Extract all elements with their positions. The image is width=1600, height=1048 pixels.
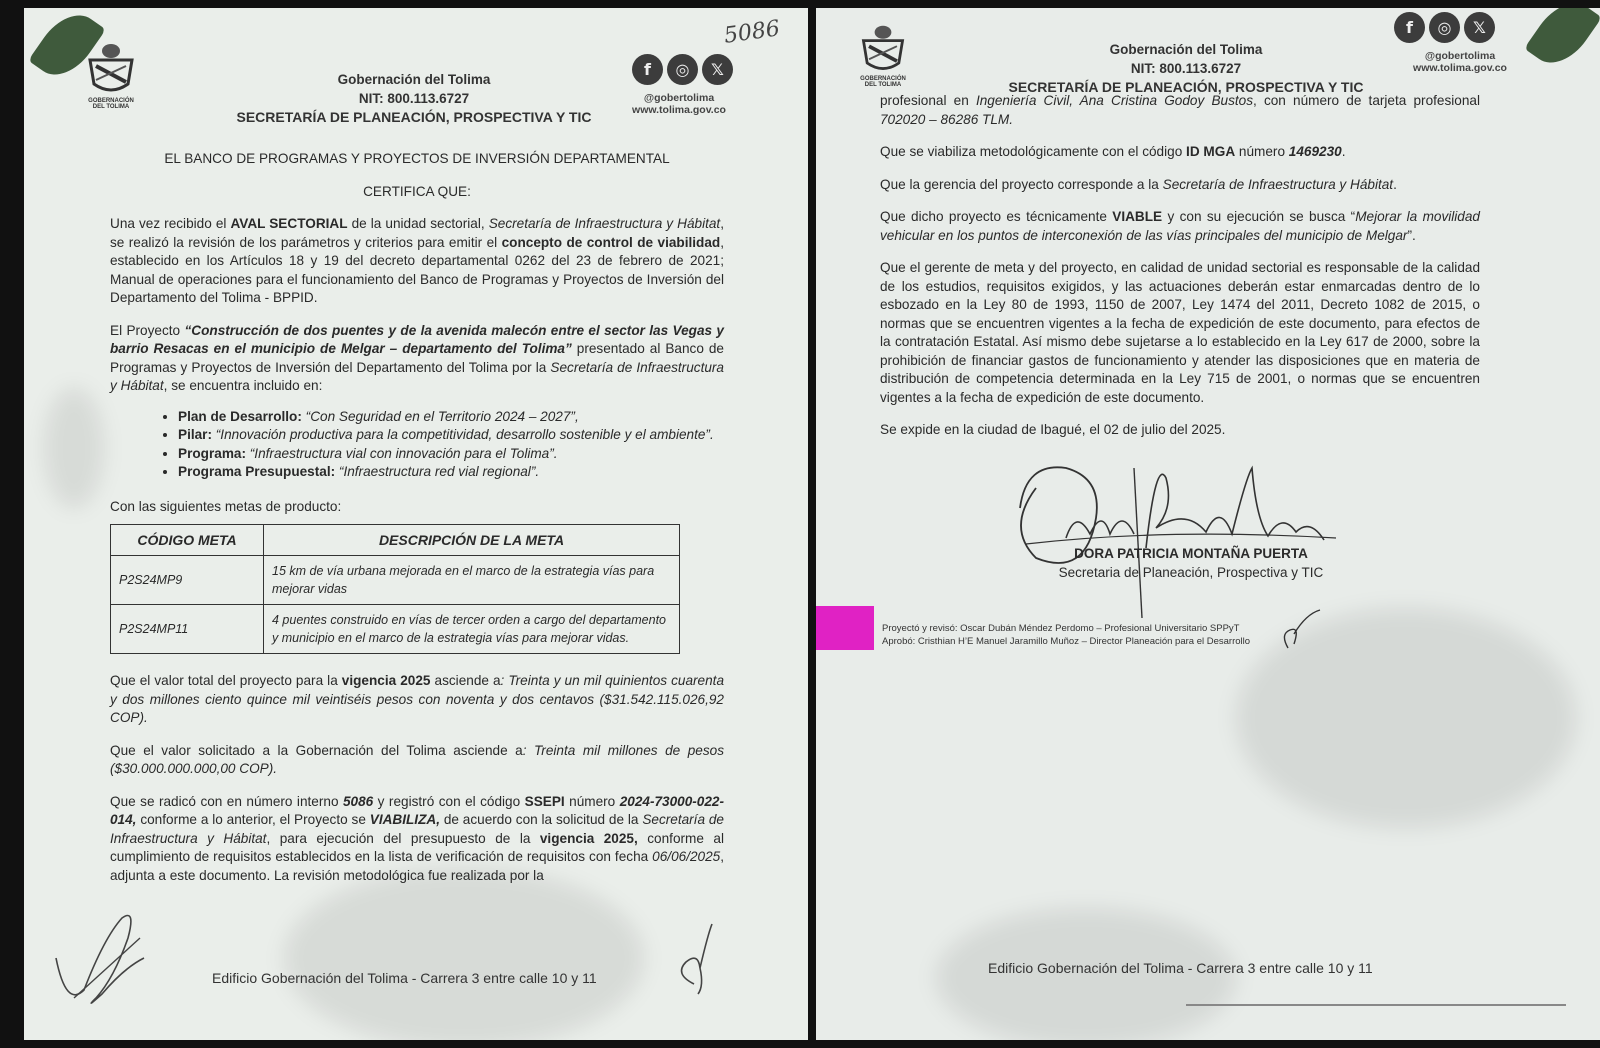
social-handle: @gobertolima — [1424, 50, 1496, 62]
heading-certifies: CERTIFICA QUE: — [363, 183, 471, 199]
handwritten-radicado-number: 5086 — [722, 16, 782, 49]
facebook-icon: f — [1394, 12, 1425, 43]
signer-name: DORA PATRICIA MONTAÑA PUERTA — [1074, 546, 1308, 561]
paragraph-management: Que la gerencia del proyecto corresponde a la Secretaría de Infraestructura y Hábitat. — [880, 176, 1397, 192]
paper-shadow — [44, 388, 104, 508]
goal-code: P2S24MP9 — [111, 556, 264, 605]
paragraph-responsibility: Que el gerente de meta y del proyecto, en calidad de unidad sectorial es responsable de la calidad de los estudios, requisitos exigidos, y las actuaciones deberán estar enmarcadas dentro de lo esbozado en la Ley 80 de 1993, 1150 de 2007, Ley 1474 del 2011, Decreto 1082 de 2015, o normas que se encuentren vigentes a la fecha de expedición de este documento, para efectos de la contratación Estatal. Así mismo debe sujetarse a lo establecido en la Ley 617 de 2000, sobre la prohibición de financiar gastos de funcionamiento y atender las disposiciones que en materia de distribución de competencia determinada en la Ley 715 de 2001, o normas que se encuentren vigentes a la fecha de expedición de este documento. — [880, 260, 1480, 405]
paragraph-viable: Que dicho proyecto es técnicamente VIABLE y con su ejecución se busca “Mejorar la movilidad vehicular en los puntos de interconexión de las vías principales del municipio de Melgar”. — [880, 209, 1480, 243]
document-body-page-2 — [880, 92, 1480, 440]
table-header-row — [111, 525, 680, 556]
reviewer-initial-mark — [1276, 604, 1326, 654]
credit-approved-by: Aprobó: Cristhian H’E Manuel Jaramillo Muñoz – Director Planeación para el Desarrollo — [882, 636, 1251, 647]
org-name: Gobernación del Tolima — [337, 72, 491, 87]
goal-description: 4 puentes construido en vías de tercer orden a cargo del departamento y municipio en el marco de la estrategia vías para mejorar vidas. — [264, 605, 680, 654]
paragraph-registration: Que se radicó con en número interno 5086 y registró con el código SSEPI número 2024-73000-022-014, conforme a lo anterior, el Proyecto se VIABILIZA, de acuerdo con la solicitud de la Secretaría de Infraestructura y Hábitat, para ejecución del presupuesto de la vigencia 2025, conforme al cumplimiento de requisitos establecidos en la lista de verificación de requisitos con fecha 06/06/2025, adjunta a este documento. La revisión metodológica fue realizada por la — [110, 793, 725, 883]
letterhead — [214, 70, 614, 127]
signature-block — [1016, 544, 1366, 582]
paragraph-issue-date: Se expide en la ciudad de Ibagué, el 02 de julio del 2025. — [880, 422, 1226, 437]
heading-bank: EL BANCO DE PROGRAMAS Y PROYECTOS DE INVERSIÓN DEPARTAMENTAL — [164, 151, 670, 166]
org-nit: NIT: 800.113.6727 — [358, 91, 470, 106]
tolima-crest-logo — [854, 22, 912, 86]
document-body-page-1 — [110, 150, 724, 885]
goal-description: 15 km de vía urbana mejorada en el marco de la estrategia vías para mejorar vidas — [264, 556, 680, 605]
crest-caption-line1: GOBERNACIÓN — [88, 98, 134, 104]
website: www.tolima.gov.co — [632, 104, 726, 116]
list-item: • Plan de Desarrollo: “Con Seguridad en el Territorio 2024 – 2027”, — [178, 408, 724, 427]
table-row — [111, 556, 680, 605]
instagram-icon: ◎ — [667, 54, 698, 85]
pink-marker-tab — [816, 606, 874, 650]
contact-info — [1394, 50, 1526, 74]
list-item: • Programa Presupuestal: “Infraestructura red vial regional”. — [178, 463, 724, 482]
crest-caption-line2: DEL TOLIMA — [92, 104, 130, 110]
signer-title: Secretaria de Planeación, Prospectiva y TIC — [1058, 565, 1324, 580]
goal-code: P2S24MP11 — [111, 605, 264, 654]
org-nit: NIT: 800.113.6727 — [1130, 61, 1242, 76]
x-icon: 𝕏 — [702, 54, 733, 85]
facebook-icon: f — [632, 54, 663, 85]
social-icons — [1394, 12, 1495, 43]
crest-caption-line1: GOBERNACIÓN — [860, 76, 906, 82]
paragraph-reviewer: profesional en Ingeniería Civil, Ana Cristina Godoy Bustos, con número de tarjeta profesional 702020 – 86286 TLM. — [880, 93, 1480, 127]
table-row — [111, 605, 680, 654]
paragraph-requested-value: Que el valor solicitado a la Gobernación del Tolima asciende a: Treinta mil millones de pesos ($30.000.000.000,00 COP). — [110, 742, 724, 776]
initials-mark — [664, 914, 724, 1004]
alignment-list — [110, 408, 724, 482]
social-icons — [632, 54, 733, 85]
page-footer: Edificio Gobernación del Tolima - Carrera 3 entre calle 10 y 11 — [988, 960, 1373, 976]
page-footer: Edificio Gobernación del Tolima - Carrera 3 entre calle 10 y 11 — [212, 970, 597, 986]
crest-caption-line2: DEL TOLIMA — [864, 82, 902, 88]
x-icon: 𝕏 — [1464, 12, 1495, 43]
list-item: • Pilar: “Innovación productiva para la competitividad, desarrollo sostenible y el ambiente”. — [178, 426, 724, 445]
table-header-description: DESCRIPCIÓN DE LA META — [264, 525, 680, 556]
office-name: SECRETARÍA DE PLANEACIÓN, PROSPECTIVA Y TIC — [236, 109, 592, 125]
office-name: SECRETARÍA DE PLANEACIÓN, PROSPECTIVA Y TIC — [1008, 79, 1364, 95]
credit-prepared-by: Proyectó y revisó: Oscar Dubán Méndez Perdomo – Profesional Universitario SPPyT — [882, 623, 1240, 634]
org-name: Gobernación del Tolima — [1109, 42, 1263, 57]
paragraph-aval: Una vez recibido el AVAL SECTORIAL de la unidad sectorial, Secretaría de Infraestructura y Hábitat, se realizó la revisión de los parámetros y criterios para emitir el concepto de control de viabilidad, establecido en los Artículos 18 y 19 del decreto departamental 0262 del 23 de febrero de 2021; Manual de operaciones para el funcionamiento del Banco de Programas y Proyectos de Inversión del Departamento del Tolima - BPPID. — [110, 216, 724, 305]
product-goals-table — [110, 524, 680, 654]
instagram-icon: ◎ — [1429, 12, 1460, 43]
table-header-code: CÓDIGO META — [111, 525, 264, 556]
paragraph-total-value: Que el valor total del proyecto para la vigencia 2025 asciende a: Treinta y un mil quinientos cuarenta y dos millones ciento quince mil veintiséis pesos con noventa y dos centavos ($31.542.115.026,92 COP). — [110, 673, 725, 725]
letterhead — [976, 40, 1396, 97]
website: www.tolima.gov.co — [1413, 62, 1507, 74]
tolima-crest-logo — [82, 40, 140, 110]
document-page-1 — [24, 8, 808, 1040]
list-item: • Programa: “Infraestructura vial con innovación para el Tolima”. — [178, 445, 724, 464]
social-handle: @gobertolima — [643, 92, 715, 104]
document-page-2 — [816, 8, 1600, 1040]
metas-intro: Con las siguientes metas de producto: — [110, 498, 342, 514]
handwritten-signature — [1006, 448, 1346, 618]
paragraph-mga: Que se viabiliza metodológicamente con el código ID MGA número 1469230. — [880, 144, 1346, 159]
paper-edge-line — [1186, 1004, 1566, 1006]
contact-info — [620, 92, 738, 116]
credits — [882, 622, 1322, 648]
paragraph-project: El Proyecto “Construcción de dos puentes y de la avenida malecón entre el sector las Vegas y barrio Resacas en el municipio de Melgar – departamento del Tolima” presentado al Banco de Programas y Proyectos de Inversión del Departamento del Tolima por la Secretaría de Infraestructura y Hábitat, se encuentra incluido en: — [110, 322, 724, 393]
initials-signature — [44, 898, 154, 1018]
paper-shadow — [284, 868, 644, 1040]
